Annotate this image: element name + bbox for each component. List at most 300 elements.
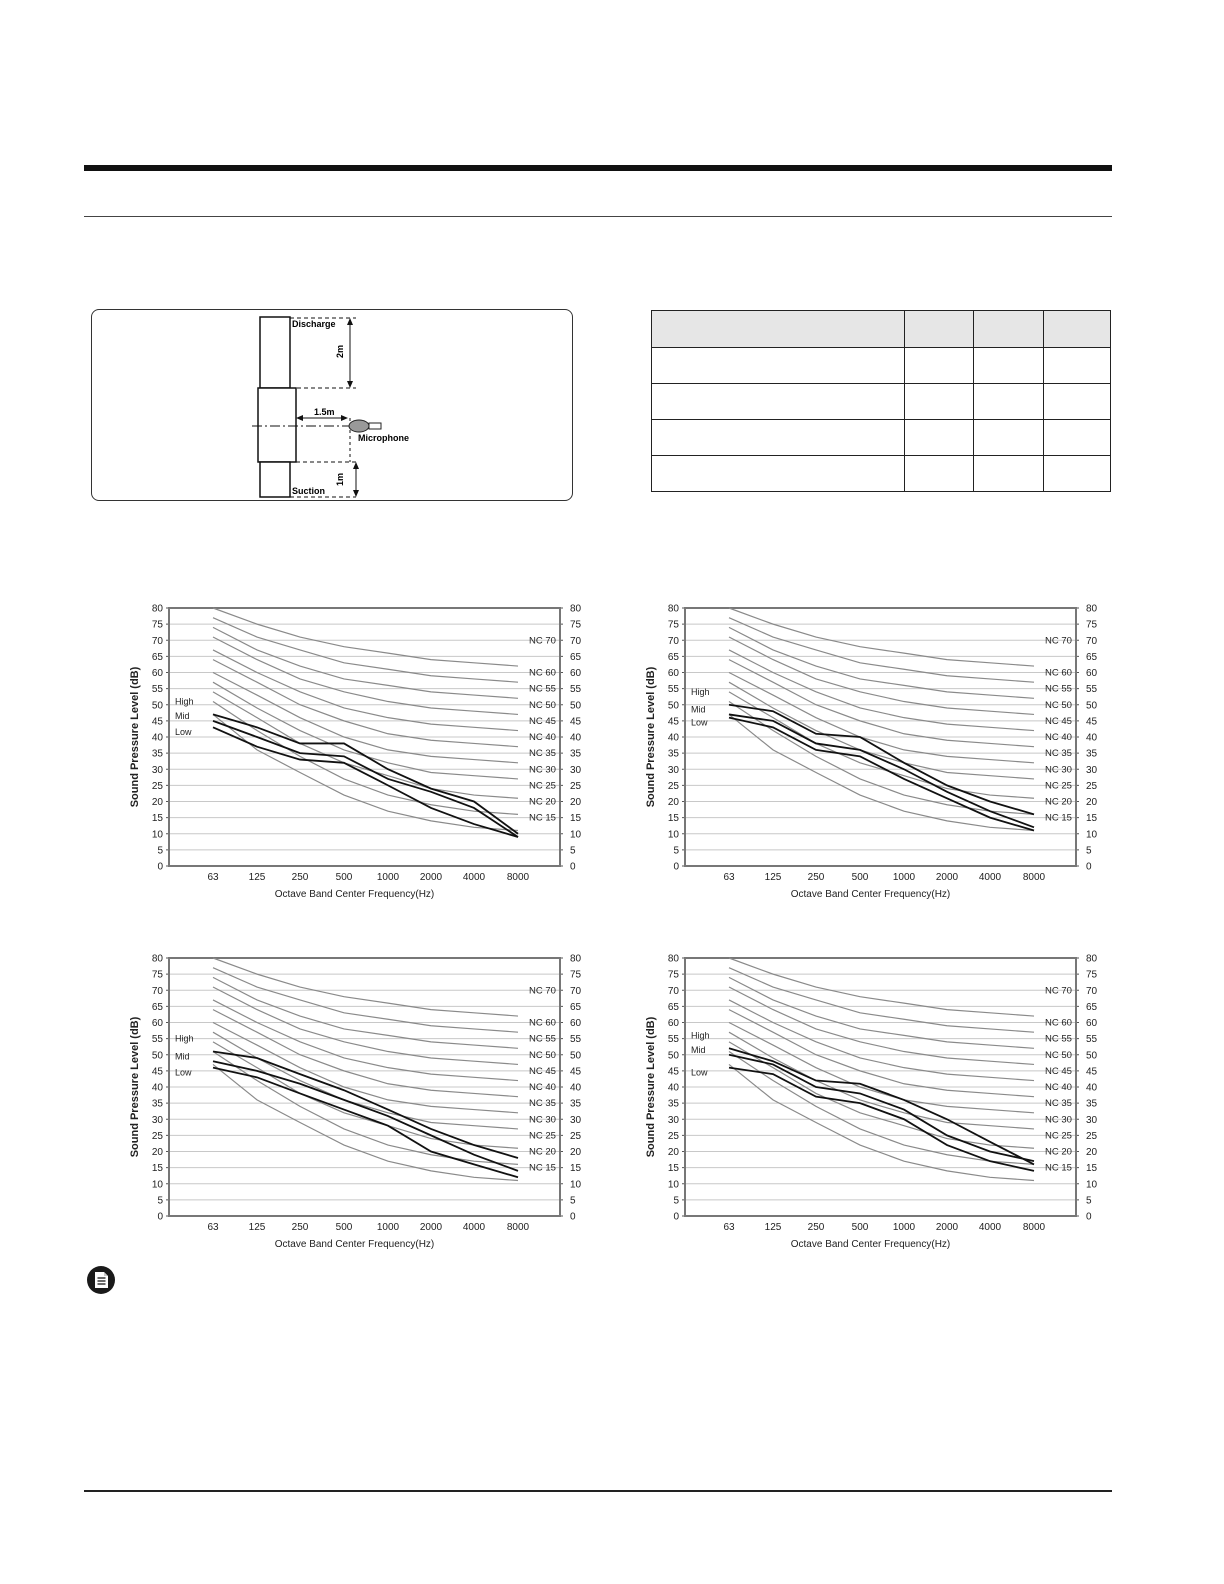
x-tick-label: 4000 [462, 1222, 486, 1233]
x-tick-label: 63 [723, 1222, 735, 1233]
y-tick-label-right: 5 [570, 845, 576, 857]
y-tick-label-left: 65 [151, 651, 163, 663]
header-rule-thick [84, 165, 1112, 171]
microphone-icon [349, 420, 369, 432]
spec-cell [1044, 384, 1111, 420]
spec-header-cell [652, 311, 905, 348]
x-tick-label: 63 [207, 872, 219, 883]
y-tick-label-right: 0 [1086, 1211, 1092, 1223]
unit-body [258, 388, 296, 462]
x-tick-label: 125 [764, 872, 782, 883]
nc-label: NC 60 [1045, 667, 1072, 679]
y-axis-title: Sound Pressure Level (dB) [645, 666, 657, 808]
measurement-diagram-drawing [92, 310, 574, 502]
y-tick-label-right: 10 [570, 829, 582, 841]
measurement-diagram [91, 309, 573, 501]
y-tick-label-left: 75 [151, 969, 163, 981]
y-tick-label-left: 55 [667, 684, 679, 696]
y-tick-label-left: 50 [667, 700, 679, 712]
nc-chart-1-plot [124, 598, 594, 908]
x-tick-label: 8000 [1022, 872, 1046, 883]
y-tick-label-right: 15 [1086, 813, 1098, 825]
y-tick-label-right: 60 [1086, 668, 1098, 679]
y-tick-label-right: 5 [1086, 845, 1092, 857]
nc-label: NC 50 [529, 1049, 556, 1061]
nc-label: NC 15 [1045, 812, 1072, 824]
y-tick-label-right: 15 [570, 1163, 582, 1175]
nc-chart-1 [124, 598, 594, 908]
nc-label: NC 35 [1045, 1098, 1072, 1110]
series-label: Mid [691, 704, 706, 715]
y-tick-label-right: 65 [1086, 651, 1098, 663]
nc-curve [729, 692, 1034, 798]
y-tick-label-left: 60 [667, 668, 679, 679]
y-tick-label-right: 25 [1086, 1130, 1098, 1142]
series-label: Low [691, 1067, 708, 1078]
y-tick-label-left: 5 [673, 1195, 679, 1207]
y-tick-label-right: 30 [570, 764, 582, 776]
y-tick-label-left: 0 [157, 1211, 163, 1223]
y-tick-label-left: 40 [667, 732, 679, 744]
y-axis-title: Sound Pressure Level (dB) [129, 1016, 141, 1158]
y-tick-label-right: 20 [570, 797, 582, 808]
y-tick-label-left: 50 [151, 1050, 163, 1062]
x-axis-title: Octave Band Center Frequency(Hz) [790, 1239, 951, 1250]
y-tick-label-left: 75 [667, 619, 679, 631]
y-tick-label-right: 80 [570, 953, 582, 965]
y-tick-label-left: 35 [667, 1098, 679, 1110]
y-tick-label-right: 25 [570, 780, 582, 792]
y-tick-label-left: 55 [151, 1034, 163, 1046]
y-axis-title: Sound Pressure Level (dB) [645, 1016, 657, 1158]
y-tick-label-left: 30 [667, 764, 679, 776]
nc-label: NC 40 [529, 1082, 556, 1093]
nc-chart-3-plot [124, 948, 594, 1258]
y-tick-label-left: 30 [667, 1114, 679, 1126]
y-tick-label-right: 45 [570, 716, 582, 728]
y-tick-label-left: 10 [667, 829, 679, 841]
nc-label: NC 70 [529, 985, 556, 997]
x-tick-label: 4000 [978, 1222, 1002, 1233]
dim-top-arrow-down [347, 381, 353, 388]
y-tick-label-left: 25 [151, 780, 163, 792]
x-tick-label: 8000 [1022, 1222, 1046, 1233]
y-tick-label-right: 75 [1086, 969, 1098, 981]
y-tick-label-left: 75 [667, 969, 679, 981]
spec-cell [1044, 420, 1111, 456]
series-label: High [175, 1033, 194, 1044]
spec-cell [905, 456, 974, 492]
y-tick-label-right: 60 [570, 1018, 582, 1029]
nc-label: NC 35 [1045, 748, 1072, 760]
spec-cell [652, 456, 905, 492]
nc-curve [213, 692, 518, 798]
dim-top-label: 2m [335, 344, 345, 358]
header-rule-thin [84, 216, 1112, 217]
x-tick-label: 1000 [376, 872, 400, 883]
y-tick-label-right: 35 [570, 748, 582, 760]
y-tick-label-left: 55 [667, 1034, 679, 1046]
nc-label: NC 25 [1045, 780, 1072, 792]
nc-chart-4 [640, 948, 1110, 1258]
spec-table [651, 310, 1111, 492]
nc-label: NC 60 [1045, 1017, 1072, 1029]
x-tick-label: 4000 [462, 872, 486, 883]
nc-label: NC 45 [1045, 1065, 1072, 1077]
series-label: Mid [175, 1051, 190, 1062]
nc-label: NC 55 [1045, 1033, 1072, 1045]
y-tick-label-left: 10 [667, 1179, 679, 1191]
nc-label: NC 50 [529, 699, 556, 711]
series-line-mid [213, 721, 518, 837]
spec-table-header [652, 311, 1111, 348]
x-tick-label: 125 [764, 1222, 782, 1233]
nc-label: NC 25 [529, 1130, 556, 1142]
x-tick-label: 4000 [978, 872, 1002, 883]
y-tick-label-right: 40 [1086, 1082, 1098, 1094]
x-axis-title: Octave Band Center Frequency(Hz) [790, 889, 951, 900]
y-tick-label-right: 50 [1086, 700, 1098, 712]
y-tick-label-right: 25 [570, 1130, 582, 1142]
spec-cell [1044, 456, 1111, 492]
y-tick-label-right: 0 [570, 861, 576, 873]
spec-cell [652, 348, 905, 384]
dim-bottom-arrow-down [353, 490, 359, 497]
y-tick-label-right: 10 [1086, 1179, 1098, 1191]
y-tick-label-left: 15 [151, 813, 163, 825]
y-tick-label-left: 20 [667, 797, 679, 808]
y-tick-label-left: 40 [151, 1082, 163, 1094]
y-tick-label-left: 45 [151, 716, 163, 728]
y-tick-label-left: 0 [157, 861, 163, 873]
nc-label: NC 55 [529, 1033, 556, 1045]
y-tick-label-left: 30 [151, 1114, 163, 1126]
nc-label: NC 30 [1045, 1114, 1072, 1126]
nc-label: NC 20 [529, 796, 556, 808]
nc-label: NC 70 [529, 635, 556, 647]
y-tick-label-right: 15 [570, 813, 582, 825]
dim-top-arrow-up [347, 318, 353, 325]
series-line-high [213, 1052, 518, 1158]
y-tick-label-right: 65 [570, 1001, 582, 1013]
y-tick-label-right: 50 [570, 700, 582, 712]
spec-cell [974, 420, 1044, 456]
y-tick-label-right: 55 [1086, 1034, 1098, 1046]
nc-label: NC 25 [1045, 1130, 1072, 1142]
y-tick-label-right: 5 [1086, 1195, 1092, 1207]
y-tick-label-right: 60 [1086, 1018, 1098, 1029]
series-line-low [729, 718, 1034, 831]
y-tick-label-left: 65 [151, 1001, 163, 1013]
series-label: Low [691, 717, 708, 728]
nc-curve [729, 1023, 1034, 1113]
spec-table-row [652, 420, 1111, 456]
nc-label: NC 35 [529, 1098, 556, 1110]
discharge-label: Discharge [292, 319, 336, 329]
series-label: Mid [691, 1044, 706, 1055]
y-tick-label-left: 45 [667, 716, 679, 728]
y-tick-label-right: 20 [570, 1147, 582, 1158]
y-tick-label-right: 75 [570, 619, 582, 631]
nc-curve [729, 637, 1034, 714]
x-tick-label: 63 [723, 872, 735, 883]
y-tick-label-right: 45 [1086, 716, 1098, 728]
nc-label: NC 15 [529, 812, 556, 824]
dim-bottom-arrow-up [353, 462, 359, 469]
nc-label: NC 50 [1045, 699, 1072, 711]
x-axis-title: Octave Band Center Frequency(Hz) [274, 889, 435, 900]
y-tick-label-right: 5 [570, 1195, 576, 1207]
nc-label: NC 60 [529, 667, 556, 679]
nc-label: NC 60 [529, 1017, 556, 1029]
unit-upper-duct [260, 317, 290, 388]
dim-side-arrow-right [341, 415, 348, 421]
y-tick-label-right: 55 [1086, 684, 1098, 696]
series-label: High [175, 696, 194, 707]
x-tick-label: 2000 [935, 1222, 959, 1233]
dim-side-label: 1.5m [314, 407, 335, 417]
nc-label: NC 70 [1045, 985, 1072, 997]
y-tick-label-left: 45 [667, 1066, 679, 1078]
y-tick-label-left: 20 [151, 797, 163, 808]
x-tick-label: 500 [335, 872, 353, 883]
y-tick-label-right: 65 [1086, 1001, 1098, 1013]
nc-label: NC 40 [529, 732, 556, 743]
y-tick-label-right: 45 [1086, 1066, 1098, 1078]
y-tick-label-left: 20 [151, 1147, 163, 1158]
y-tick-label-right: 40 [570, 732, 582, 744]
y-tick-label-left: 40 [667, 1082, 679, 1094]
y-tick-label-right: 65 [570, 651, 582, 663]
spec-header-cell [1044, 311, 1111, 348]
spec-table-row [652, 348, 1111, 384]
dim-side-arrow-left [296, 415, 303, 421]
y-tick-label-right: 70 [1086, 635, 1098, 647]
nc-chart-2-plot [640, 598, 1110, 908]
x-axis-title: Octave Band Center Frequency(Hz) [274, 1239, 435, 1250]
y-tick-label-right: 10 [1086, 829, 1098, 841]
spec-table-row [652, 456, 1111, 492]
nc-curve [213, 673, 518, 763]
spec-table-row [652, 384, 1111, 420]
y-tick-label-left: 70 [667, 985, 679, 997]
nc-chart-3 [124, 948, 594, 1258]
y-tick-label-left: 5 [157, 1195, 163, 1207]
spec-header-cell [974, 311, 1044, 348]
y-tick-label-right: 30 [1086, 764, 1098, 776]
y-tick-label-left: 30 [151, 764, 163, 776]
y-tick-label-left: 35 [151, 748, 163, 760]
spec-cell [905, 420, 974, 456]
spec-header-cell [905, 311, 974, 348]
y-tick-label-right: 20 [1086, 797, 1098, 808]
y-tick-label-left: 80 [667, 603, 679, 615]
spec-cell [652, 420, 905, 456]
y-tick-label-left: 35 [151, 1098, 163, 1110]
y-tick-label-left: 10 [151, 1179, 163, 1191]
x-tick-label: 125 [248, 1222, 266, 1233]
nc-label: NC 30 [1045, 764, 1072, 776]
y-tick-label-left: 15 [151, 1163, 163, 1175]
y-tick-label-left: 20 [667, 1147, 679, 1158]
y-tick-label-right: 10 [570, 1179, 582, 1191]
y-tick-label-right: 50 [1086, 1050, 1098, 1062]
y-tick-label-left: 40 [151, 732, 163, 744]
y-tick-label-left: 80 [151, 603, 163, 615]
y-tick-label-right: 30 [570, 1114, 582, 1126]
nc-label: NC 45 [529, 1065, 556, 1077]
x-tick-label: 500 [851, 872, 869, 883]
x-tick-label: 8000 [506, 872, 530, 883]
y-tick-label-left: 5 [673, 845, 679, 857]
microphone-label: Microphone [358, 433, 409, 443]
x-tick-label: 1000 [892, 872, 916, 883]
nc-label: NC 55 [1045, 683, 1072, 695]
y-tick-label-left: 70 [151, 635, 163, 647]
y-tick-label-right: 40 [1086, 732, 1098, 744]
y-tick-label-left: 55 [151, 684, 163, 696]
y-tick-label-left: 65 [667, 1001, 679, 1013]
x-tick-label: 125 [248, 872, 266, 883]
y-tick-label-left: 5 [157, 845, 163, 857]
x-tick-label: 2000 [419, 1222, 443, 1233]
y-tick-label-left: 80 [151, 953, 163, 965]
x-tick-label: 8000 [506, 1222, 530, 1233]
y-tick-label-right: 40 [570, 1082, 582, 1094]
y-tick-label-right: 35 [570, 1098, 582, 1110]
y-tick-label-left: 45 [151, 1066, 163, 1078]
x-tick-label: 2000 [419, 872, 443, 883]
series-label: Mid [175, 711, 190, 722]
nc-label: NC 20 [529, 1146, 556, 1158]
y-tick-label-left: 60 [151, 668, 163, 679]
spec-cell [905, 384, 974, 420]
y-tick-label-right: 20 [1086, 1147, 1098, 1158]
y-tick-label-left: 15 [667, 1163, 679, 1175]
y-tick-label-left: 60 [667, 1018, 679, 1029]
nc-curve [729, 1042, 1034, 1148]
spec-cell [974, 456, 1044, 492]
y-tick-label-left: 15 [667, 813, 679, 825]
y-tick-label-right: 0 [1086, 861, 1092, 873]
spec-cell [905, 348, 974, 384]
x-tick-label: 1000 [376, 1222, 400, 1233]
y-tick-label-right: 55 [570, 684, 582, 696]
x-tick-label: 250 [807, 1222, 825, 1233]
y-tick-label-left: 50 [667, 1050, 679, 1062]
nc-label: NC 55 [529, 683, 556, 695]
y-tick-label-left: 25 [667, 1130, 679, 1142]
series-label: High [691, 686, 710, 697]
nc-label: NC 30 [529, 764, 556, 776]
y-tick-label-right: 0 [570, 1211, 576, 1223]
y-axis-title: Sound Pressure Level (dB) [129, 666, 141, 808]
y-tick-label-left: 70 [667, 635, 679, 647]
nc-label: NC 70 [1045, 635, 1072, 647]
x-tick-label: 250 [291, 872, 309, 883]
x-tick-label: 1000 [892, 1222, 916, 1233]
nc-label: NC 20 [1045, 1146, 1072, 1158]
series-label: Low [175, 727, 192, 738]
nc-label: NC 20 [1045, 796, 1072, 808]
nc-label: NC 40 [1045, 732, 1072, 743]
y-tick-label-left: 0 [673, 1211, 679, 1223]
y-tick-label-left: 50 [151, 700, 163, 712]
spec-cell [974, 348, 1044, 384]
nc-label: NC 45 [529, 715, 556, 727]
y-tick-label-right: 35 [1086, 748, 1098, 760]
y-tick-label-right: 50 [570, 1050, 582, 1062]
y-tick-label-right: 55 [570, 1034, 582, 1046]
y-tick-label-left: 75 [151, 619, 163, 631]
x-tick-label: 2000 [935, 872, 959, 883]
y-tick-label-right: 75 [1086, 619, 1098, 631]
y-tick-label-left: 0 [673, 861, 679, 873]
y-tick-label-right: 25 [1086, 780, 1098, 792]
y-tick-label-right: 75 [570, 969, 582, 981]
nc-label: NC 45 [1045, 715, 1072, 727]
y-tick-label-left: 70 [151, 985, 163, 997]
dim-bottom-label: 1m [335, 472, 345, 486]
microphone-handle [369, 423, 381, 429]
nc-label: NC 50 [1045, 1049, 1072, 1061]
y-tick-label-right: 30 [1086, 1114, 1098, 1126]
series-label: High [691, 1030, 710, 1041]
spec-cell [652, 384, 905, 420]
x-tick-label: 250 [291, 1222, 309, 1233]
nc-curve [213, 637, 518, 714]
nc-label: NC 25 [529, 780, 556, 792]
y-tick-label-right: 15 [1086, 1163, 1098, 1175]
y-tick-label-left: 25 [667, 780, 679, 792]
x-tick-label: 500 [851, 1222, 869, 1233]
y-tick-label-left: 65 [667, 651, 679, 663]
y-tick-label-left: 35 [667, 748, 679, 760]
spec-cell [1044, 348, 1111, 384]
unit-lower-duct [260, 462, 290, 497]
y-tick-label-right: 45 [570, 1066, 582, 1078]
nc-chart-2 [640, 598, 1110, 908]
x-tick-label: 250 [807, 872, 825, 883]
note-icon [86, 1265, 116, 1295]
nc-curve [729, 987, 1034, 1064]
x-tick-label: 500 [335, 1222, 353, 1233]
nc-label: NC 35 [529, 748, 556, 760]
y-tick-label-right: 35 [1086, 1098, 1098, 1110]
y-tick-label-left: 10 [151, 829, 163, 841]
y-tick-label-right: 70 [1086, 985, 1098, 997]
series-label: Low [175, 1067, 192, 1078]
x-tick-label: 63 [207, 1222, 219, 1233]
nc-label: NC 40 [1045, 1082, 1072, 1093]
y-tick-label-right: 80 [570, 603, 582, 615]
y-tick-label-right: 60 [570, 668, 582, 679]
nc-label: NC 30 [529, 1114, 556, 1126]
spec-cell [974, 384, 1044, 420]
nc-label: NC 15 [529, 1162, 556, 1174]
nc-chart-4-plot [640, 948, 1110, 1258]
nc-curve [213, 987, 518, 1064]
y-tick-label-right: 80 [1086, 603, 1098, 615]
footer-rule [84, 1490, 1112, 1492]
y-tick-label-right: 70 [570, 985, 582, 997]
suction-label: Suction [292, 486, 325, 496]
y-tick-label-right: 70 [570, 635, 582, 647]
y-tick-label-left: 60 [151, 1018, 163, 1029]
y-tick-label-left: 80 [667, 953, 679, 965]
y-tick-label-right: 80 [1086, 953, 1098, 965]
y-tick-label-left: 25 [151, 1130, 163, 1142]
